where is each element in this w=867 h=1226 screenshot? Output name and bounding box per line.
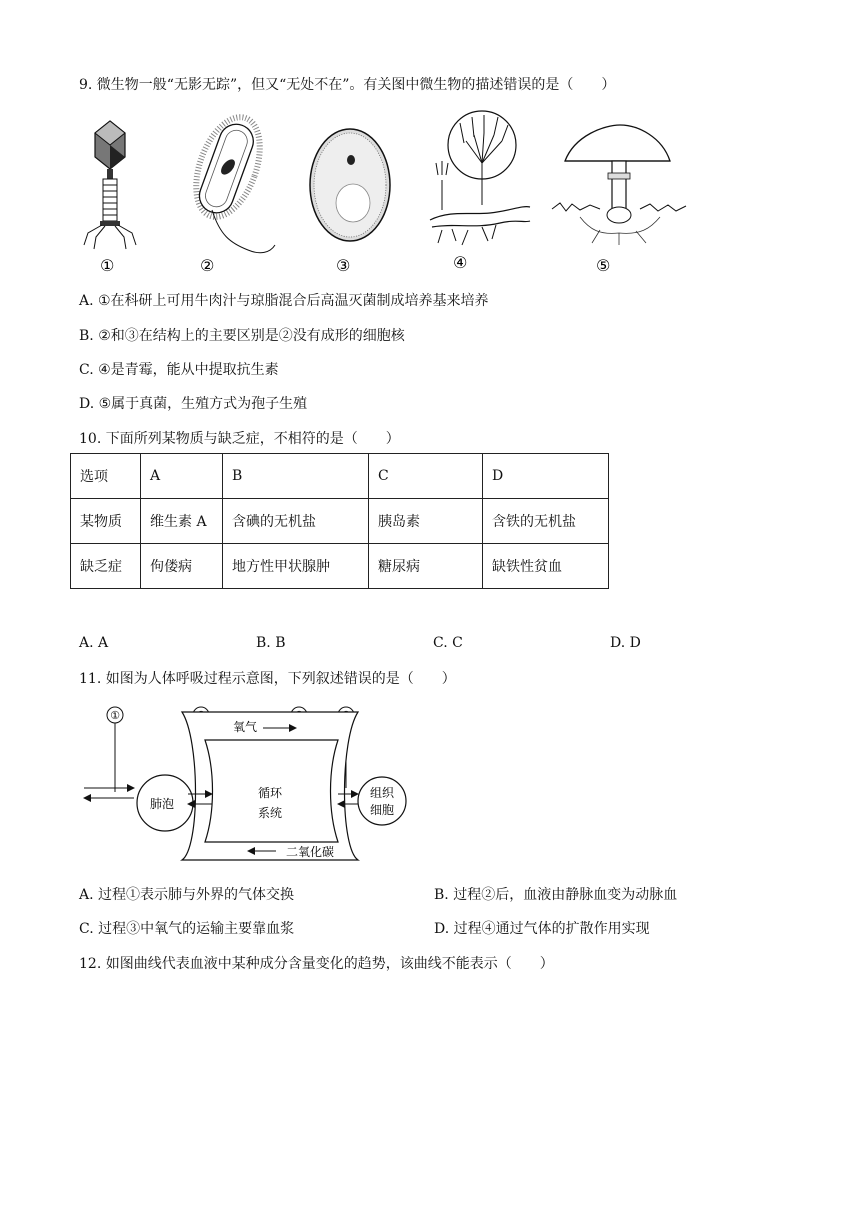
table-cell: 缺铁性贫血 — [483, 544, 609, 589]
q9-label-1: ① — [100, 256, 115, 275]
table-cell: B — [223, 454, 369, 499]
q9-figure — [70, 105, 710, 280]
q9-label-3: ③ — [336, 256, 351, 275]
yeast-illustration — [310, 129, 390, 241]
q9-option-d[interactable]: D. ⑤属于真菌，生殖方式为孢子生殖 — [79, 396, 308, 412]
q10-table — [70, 453, 609, 589]
q10-option-b[interactable]: B. B — [256, 635, 286, 651]
process-number-1 — [107, 707, 123, 723]
table-cell: 某物质 — [71, 499, 141, 544]
svg-text:氧气: 氧气 — [233, 720, 258, 734]
q9-label-4: ④ — [453, 253, 468, 272]
bacterium-illustration — [184, 109, 275, 253]
svg-text:细胞: 细胞 — [369, 803, 395, 817]
q9-option-c[interactable]: C. ④是青霉，能从中提取抗生素 — [79, 362, 279, 378]
q11-option-c[interactable]: C. 过程③中氧气的运输主要靠血浆 — [79, 921, 295, 937]
table-cell: D — [483, 454, 609, 499]
table-cell: 糖尿病 — [369, 544, 483, 589]
svg-text:循环: 循环 — [257, 786, 283, 800]
respiration-diagram — [70, 700, 430, 870]
table-cell: A — [141, 454, 223, 499]
q10-option-a[interactable]: A. A — [79, 635, 109, 651]
q9-label-2: ② — [200, 256, 215, 275]
table-row — [71, 544, 609, 589]
q10-option-c[interactable]: C. C — [433, 635, 463, 651]
q9-label-5: ⑤ — [596, 256, 611, 275]
q10-stem: 10. 下面所列某物质与缺乏症，不相符的是（ ） — [79, 431, 400, 447]
q11-option-a[interactable]: A. 过程①表示肺与外界的气体交换 — [79, 887, 295, 903]
q12-stem: 12. 如图曲线代表血液中某种成分含量变化的趋势，该曲线不能表示（ ） — [79, 956, 554, 972]
penicillium-illustration — [430, 111, 530, 245]
svg-text:肺泡: 肺泡 — [149, 797, 175, 811]
svg-text:二氧化碳: 二氧化碳 — [286, 845, 335, 859]
q11-option-d[interactable]: D. 过程④通过气体的扩散作用实现 — [434, 921, 650, 937]
table-cell: 含碘的无机盐 — [223, 499, 369, 544]
svg-text:组织: 组织 — [369, 786, 395, 800]
q9-option-b[interactable]: B. ②和③在结构上的主要区别是②没有成形的细胞核 — [79, 328, 405, 344]
table-cell: 胰岛素 — [369, 499, 483, 544]
table-cell: 地方性甲状腺肿 — [223, 544, 369, 589]
mushroom-illustration — [552, 125, 686, 245]
table-cell: 缺乏症 — [71, 544, 141, 589]
table-cell: C — [369, 454, 483, 499]
svg-text:系统: 系统 — [257, 806, 283, 820]
q10-option-d[interactable]: D. D — [610, 635, 641, 651]
table-row — [71, 499, 609, 544]
svg-text:①: ① — [110, 709, 120, 722]
table-cell: 选项 — [71, 454, 141, 499]
q11-option-b[interactable]: B. 过程②后，血液由静脉血变为动脉血 — [434, 887, 678, 903]
table-row — [71, 454, 609, 499]
table-cell: 佝偻病 — [141, 544, 223, 589]
q9-option-a[interactable]: A. ①在科研上可用牛肉汁与琼脂混合后高温灭菌制成培养基来培养 — [79, 293, 489, 309]
table-cell: 含铁的无机盐 — [483, 499, 609, 544]
table-cell: 维生素 A — [141, 499, 223, 544]
q9-stem: 9. 微生物一般“无影无踪”，但又“无处不在”。有关图中微生物的描述错误的是（ ） — [79, 77, 616, 93]
q11-stem: 11. 如图为人体呼吸过程示意图，下列叙述错误的是（ ） — [79, 671, 456, 687]
bacteriophage-illustration — [84, 121, 136, 249]
